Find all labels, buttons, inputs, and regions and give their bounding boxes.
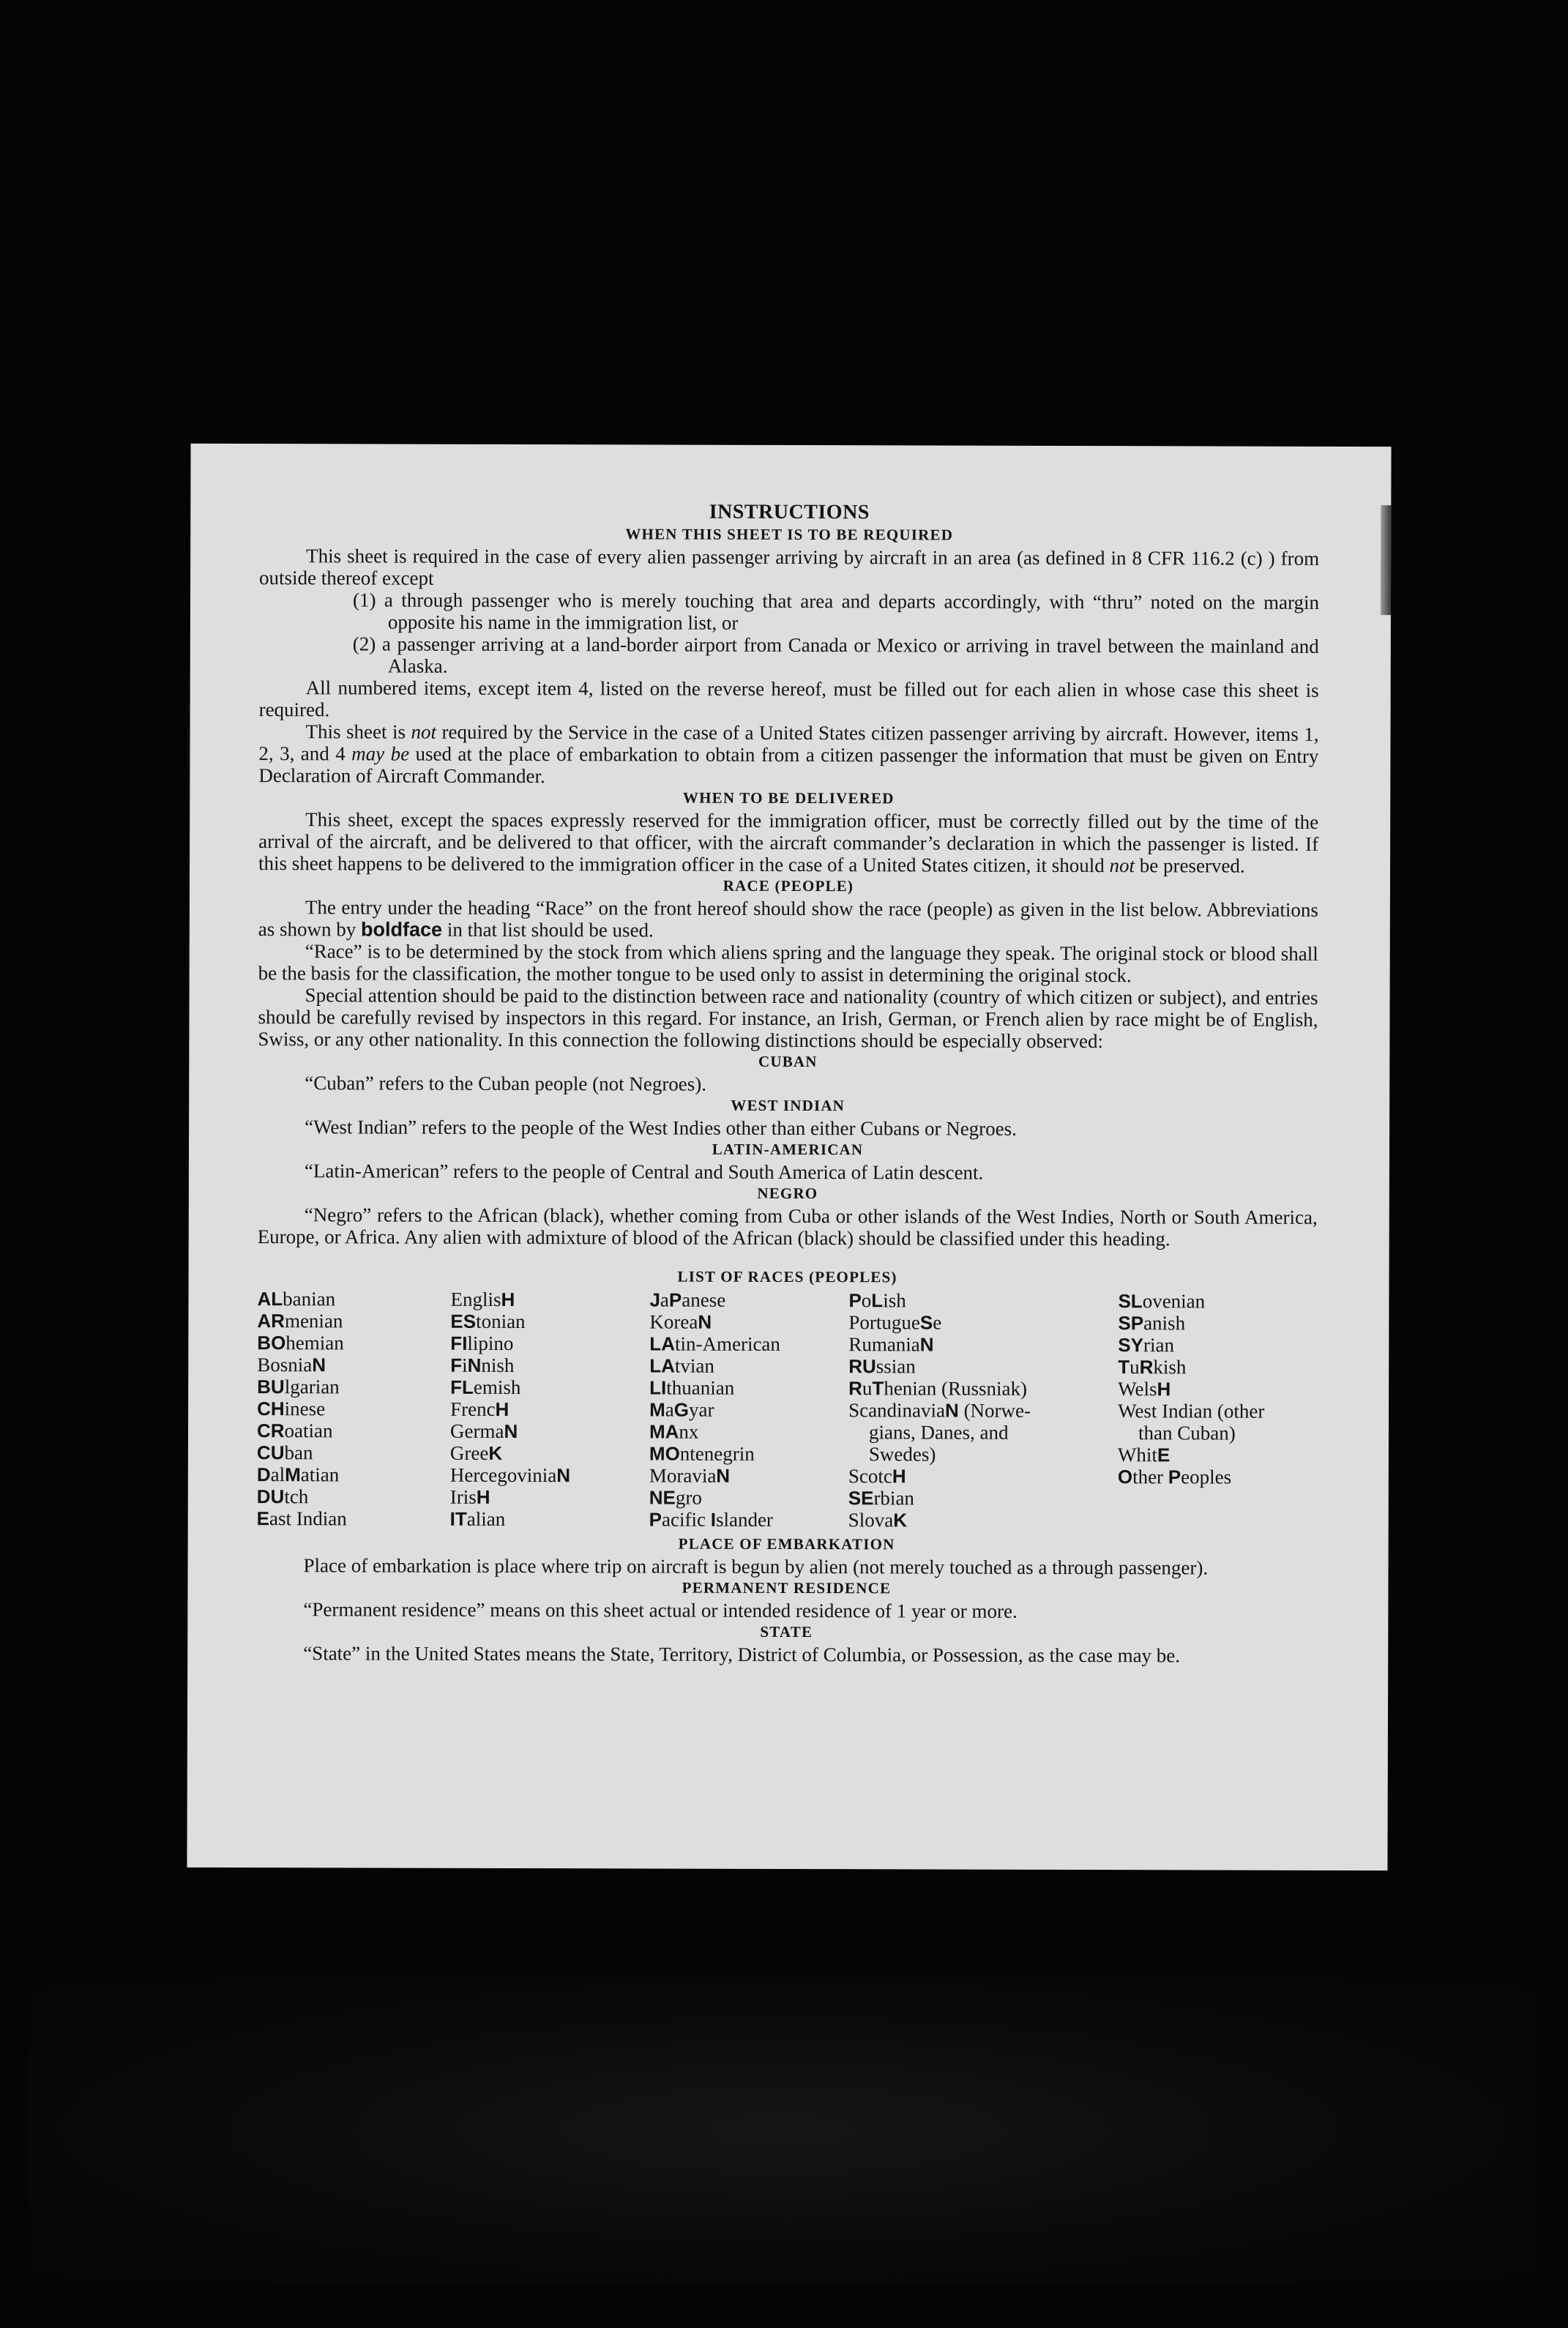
- race-entry: [257, 1354, 450, 1376]
- race-entry: [450, 1288, 649, 1311]
- race-abbreviation: BO: [257, 1332, 286, 1354]
- race-abbreviation: H: [476, 1485, 490, 1508]
- heading-state: STATE: [760, 1622, 813, 1641]
- race-text: menian: [284, 1310, 343, 1332]
- race-abbreviation: ES: [450, 1310, 477, 1332]
- race-abbreviation: AL: [257, 1288, 283, 1310]
- race-entry: [848, 1399, 1118, 1422]
- race-abbreviation: CU: [256, 1441, 285, 1464]
- race-text: Wels: [1118, 1378, 1157, 1400]
- paragraph-race-entry: [258, 896, 1318, 943]
- race-abbreviation: FI: [450, 1332, 468, 1354]
- race-text: tin-American: [674, 1332, 780, 1355]
- race-abbreviation: MA: [649, 1420, 679, 1443]
- race-entry: [848, 1377, 1118, 1400]
- race-text: ast Indian: [269, 1507, 347, 1530]
- heading-when-required: WHEN THIS SHEET IS TO BE REQUIRED: [625, 525, 954, 544]
- paragraph-cuban: “Cuban” refers to the Cuban people (not Negroes).: [305, 1072, 707, 1095]
- race-entry: [649, 1443, 848, 1466]
- race-text: oatian: [284, 1419, 333, 1442]
- race-text: i: [462, 1354, 468, 1376]
- race-text: tch: [284, 1485, 309, 1508]
- race-abbreviation: IT: [449, 1507, 467, 1530]
- race-text: alian: [466, 1507, 506, 1530]
- race-abbreviation: R: [848, 1377, 862, 1400]
- text-segment: be preserved.: [1134, 854, 1245, 877]
- race-text: e: [933, 1311, 942, 1334]
- race-abbreviation: K: [893, 1509, 908, 1532]
- race-abbreviation: SL: [1118, 1290, 1143, 1313]
- race-entry: [257, 1463, 450, 1486]
- race-entry: [257, 1419, 450, 1442]
- race-entry: [1118, 1334, 1317, 1357]
- race-text: Iris: [449, 1485, 477, 1508]
- text-segment: This sheet, except the spaces expressly reserved for the immigration officer, must be correctly filled out by the time of the arrival of the aircraft, and be delivered to that officer, with the aircraft commander’s declaration in which the passenger is listed. If this sheet happens to be delivered to the immigration officer in the case of a United States citizen, it should: [258, 808, 1319, 877]
- race-abbreviation: G: [673, 1398, 690, 1421]
- race-text: Slova: [848, 1509, 894, 1532]
- race-text: rbian: [873, 1487, 914, 1510]
- race-entry: [1118, 1444, 1317, 1466]
- race-text: Hercegovinia: [449, 1463, 557, 1487]
- race-entry: [450, 1354, 649, 1377]
- race-text: kish: [1153, 1356, 1187, 1378]
- race-text: Germa: [449, 1419, 504, 1442]
- race-abbreviation: FL: [450, 1376, 474, 1398]
- race-text: tonian: [476, 1310, 526, 1333]
- race-text: (Norwe-: [958, 1399, 1031, 1422]
- race-text: ban: [284, 1441, 313, 1464]
- race-text: henian (Russniak): [884, 1377, 1028, 1400]
- race-entry: [649, 1311, 848, 1334]
- paragraph-race-nationality: Special attention should be paid to the distinction between race and nationality (country of which citizen or subject), and entries should be carefully revised by inspectors in this regard. For instance, an Irish, German, or French alien by race might be of English, Swiss, or any other nationality. In this connection the following distinctions should be especially observed:: [258, 984, 1318, 1053]
- race-abbreviation: H: [495, 1398, 509, 1420]
- races-column-4: [848, 1289, 1119, 1532]
- race-entry: [257, 1398, 450, 1420]
- heading-when-delivered: WHEN TO BE DELIVERED: [682, 788, 895, 807]
- race-text: ssian: [876, 1355, 916, 1378]
- race-entry: [649, 1355, 848, 1378]
- race-abbreviation: E: [256, 1507, 270, 1530]
- race-entry: [848, 1443, 1118, 1466]
- race-entry: [1118, 1400, 1317, 1422]
- race-entry: [848, 1311, 1118, 1334]
- race-abbreviation: D: [256, 1463, 271, 1486]
- race-text: Swedes): [868, 1443, 936, 1466]
- race-abbreviation: H: [1157, 1378, 1171, 1400]
- race-text: ish: [883, 1289, 906, 1312]
- heading-list-of-races: LIST OF RACES (PEOPLES): [677, 1267, 897, 1286]
- race-entry: [649, 1399, 848, 1422]
- heading-cuban: CUBAN: [758, 1052, 818, 1071]
- race-text: Frenc: [450, 1398, 496, 1420]
- race-abbreviation: R: [1139, 1356, 1154, 1378]
- race-text: hemian: [285, 1332, 344, 1354]
- paragraph-citizen: [258, 720, 1318, 789]
- race-abbreviation: E: [1157, 1444, 1171, 1466]
- paragraph-latin-american: “Latin-American” refers to the people of Central and South America of Latin descent.: [304, 1160, 984, 1184]
- heading-embarkation: PLACE OF EMBARKATION: [678, 1534, 895, 1553]
- race-text: West Indian (other: [1118, 1400, 1265, 1422]
- page-edge-mark: [1381, 505, 1391, 615]
- race-abbreviation: CH: [257, 1398, 285, 1420]
- race-text: slander: [715, 1508, 773, 1531]
- heading-permanent-residence: PERMANENT RESIDENCE: [682, 1578, 892, 1597]
- race-entry: [257, 1310, 450, 1332]
- race-text: yar: [688, 1398, 714, 1421]
- race-abbreviation: N: [945, 1399, 959, 1422]
- race-text: ther: [1132, 1466, 1168, 1488]
- race-abbreviation: N: [698, 1310, 712, 1333]
- races-column-1: [257, 1288, 451, 1530]
- race-abbreviation: H: [892, 1465, 906, 1488]
- races-list: [257, 1288, 1318, 1532]
- race-text: ntenegrin: [679, 1442, 755, 1465]
- race-entry: [848, 1355, 1118, 1378]
- race-abbreviation: P: [848, 1289, 862, 1312]
- race-abbreviation: CR: [256, 1419, 285, 1442]
- race-abbreviation: DU: [256, 1485, 285, 1508]
- race-text: a: [665, 1398, 674, 1421]
- heading-negro: NEGRO: [757, 1184, 818, 1203]
- race-text: eoples: [1181, 1466, 1232, 1488]
- exception-item-2: (2) a passenger arriving at a land-border airport from Canada or Mexico or arriving in travel between the mainland and Alaska.: [352, 633, 1319, 677]
- race-entry: [257, 1441, 450, 1464]
- race-text: Englis: [450, 1288, 501, 1310]
- race-entry: [848, 1333, 1118, 1356]
- paragraph-requirement: This sheet is required in the case of every alien passenger arriving by aircraft in an area (as defined in 8 CFR 116.2 (c) ) from outside thereof except: [259, 545, 1320, 589]
- race-text: Bosnia: [257, 1354, 313, 1376]
- heading-latin-american: LATIN-AMERICAN: [712, 1140, 864, 1159]
- text-segment: in that list should be used.: [442, 918, 654, 941]
- race-entry: [1118, 1312, 1317, 1335]
- race-entry: [848, 1421, 1118, 1444]
- race-abbreviation: N: [556, 1464, 571, 1487]
- race-abbreviation: T: [1118, 1356, 1130, 1378]
- race-abbreviation: N: [467, 1354, 482, 1376]
- race-text: u: [862, 1377, 873, 1400]
- race-entry: [450, 1376, 649, 1399]
- race-abbreviation: H: [501, 1288, 515, 1311]
- race-text: than Cuban): [1138, 1422, 1236, 1444]
- race-text: gians, Danes, and: [868, 1421, 1009, 1444]
- race-entry: [649, 1465, 848, 1488]
- paragraph-state: “State” in the United States means the State, Territory, District of Columbia, or Possession, as the case may be.: [303, 1642, 1181, 1667]
- race-entry: [649, 1333, 848, 1356]
- race-text: anish: [1143, 1312, 1186, 1335]
- race-text: Whit: [1117, 1444, 1157, 1466]
- race-abbreviation: P: [1168, 1466, 1181, 1488]
- race-entry: [848, 1509, 1118, 1532]
- race-abbreviation: O: [1117, 1466, 1133, 1488]
- race-entry: [649, 1377, 848, 1400]
- race-text: Gree: [449, 1441, 489, 1464]
- race-text: al: [270, 1463, 285, 1486]
- races-column-2: [450, 1288, 650, 1531]
- race-abbreviation: T: [872, 1377, 884, 1400]
- race-entry: [450, 1442, 649, 1465]
- race-abbreviation: LI: [649, 1376, 667, 1399]
- race-text: acific: [662, 1508, 711, 1531]
- race-entry: [450, 1420, 649, 1443]
- races-column-5: [1118, 1290, 1318, 1532]
- race-text: lgarian: [284, 1376, 340, 1398]
- race-entry: [450, 1398, 649, 1421]
- instruction-sheet: [187, 444, 1391, 1870]
- race-entry: [848, 1289, 1118, 1312]
- race-abbreviation: RU: [848, 1355, 876, 1378]
- race-abbreviation: SE: [848, 1487, 874, 1510]
- race-text: anese: [682, 1288, 726, 1311]
- exception-item-1: (1) a through passenger who is merely touching that area and departs accordingly, with “thru” noted on the margin opposite his name in the immigration list, or: [352, 589, 1320, 634]
- paragraph-west-indian: “West Indian” refers to the people of the West Indies other than either Cubans or Negroes.: [305, 1116, 1017, 1140]
- race-abbreviation: K: [488, 1441, 503, 1464]
- bold-boldface: boldface: [361, 918, 443, 941]
- race-abbreviation: AR: [257, 1310, 285, 1332]
- paragraph-embarkation: Place of embarkation is place where trip on aircraft is begun by alien (not merely touched as a through passenger).: [303, 1554, 1209, 1579]
- race-abbreviation: LA: [649, 1354, 675, 1377]
- races-column-3: [649, 1289, 849, 1532]
- race-text: inese: [284, 1398, 326, 1420]
- race-entry: [649, 1421, 848, 1444]
- race-abbreviation: N: [504, 1419, 518, 1443]
- race-abbreviation: M: [649, 1398, 665, 1421]
- text-segment: used at the place of embarkation to obtain from a citizen passenger the information that must be given on Entry Declaration of Aircraft Commander.: [258, 742, 1319, 788]
- race-entry: [1118, 1290, 1317, 1313]
- race-entry: [257, 1485, 450, 1508]
- italic-not: not: [411, 720, 437, 743]
- paragraph-race-stock: “Race” is to be determined by the stock from which aliens spring and the language they speak. The original stock or blood shall be the basis for the classification, the mother tongue to be used only to assist in determining the original stock.: [258, 940, 1318, 987]
- race-text: nish: [481, 1354, 515, 1377]
- race-text: Portugue: [848, 1311, 920, 1334]
- paragraph-negro: “Negro” refers to the African (black), whether coming from Cuba or other islands of the West Indies, North or South America, Europe, or Africa. Any alien with admixture of blood of the African (black) should be classified under this heading.: [257, 1204, 1318, 1250]
- race-text: rian: [1143, 1334, 1175, 1357]
- race-entry: [1118, 1378, 1317, 1400]
- race-abbreviation: S: [919, 1311, 933, 1334]
- race-entry: [1118, 1466, 1317, 1488]
- race-text: emish: [473, 1376, 521, 1399]
- race-entry: [450, 1310, 649, 1333]
- race-entry: [649, 1289, 848, 1312]
- race-entry: [257, 1376, 450, 1398]
- race-abbreviation: SP: [1118, 1312, 1144, 1335]
- race-text: gro: [675, 1486, 702, 1509]
- paragraph-delivery: [258, 808, 1318, 877]
- race-entry: [848, 1487, 1118, 1510]
- race-text: banian: [283, 1288, 336, 1310]
- race-entry: [649, 1509, 848, 1532]
- paragraph-permanent-residence: “Permanent residence” means on this sheet actual or intended residence of 1 year or more.: [303, 1598, 1018, 1622]
- race-entry: [450, 1508, 649, 1531]
- race-entry: [257, 1288, 450, 1310]
- race-text: Rumania: [848, 1333, 920, 1356]
- race-text: Scandinavia: [848, 1399, 946, 1422]
- heading-west-indian: WEST INDIAN: [731, 1096, 845, 1115]
- race-abbreviation: L: [871, 1289, 884, 1312]
- race-text: Scotc: [848, 1465, 892, 1488]
- race-abbreviation: N: [312, 1354, 326, 1376]
- race-text: Korea: [649, 1310, 698, 1333]
- race-entry: [450, 1464, 649, 1487]
- race-abbreviation: N: [919, 1333, 934, 1356]
- race-entry: [450, 1332, 649, 1355]
- document-title: INSTRUCTIONS: [709, 500, 870, 524]
- race-abbreviation: P: [668, 1288, 682, 1311]
- text-segment: The entry under the heading “Race” on the front hereof should show the race (people) as given in the list below. Abbreviations as shown by: [258, 896, 1318, 941]
- race-abbreviation: LA: [649, 1332, 676, 1355]
- race-abbreviation: P: [649, 1508, 662, 1531]
- race-abbreviation: J: [649, 1288, 660, 1311]
- italic-may-be: may be: [351, 742, 410, 765]
- race-text: a: [660, 1288, 669, 1311]
- race-text: o: [861, 1289, 872, 1312]
- race-entry: [848, 1465, 1118, 1488]
- race-abbreviation: I: [710, 1508, 717, 1531]
- race-abbreviation: M: [285, 1463, 301, 1486]
- race-text: nx: [679, 1420, 699, 1443]
- race-text: thuanian: [666, 1376, 735, 1399]
- race-text: lipino: [467, 1332, 514, 1355]
- race-text: ovenian: [1142, 1290, 1206, 1313]
- race-entry: [1118, 1356, 1317, 1378]
- race-entry: [649, 1487, 848, 1510]
- race-entry: [1118, 1422, 1317, 1444]
- race-text: u: [1130, 1356, 1140, 1378]
- text-segment: required by the Service in the case of a United States citizen passenger arriving by aircraft. However, items 1, 2, 3, and 4: [258, 720, 1319, 765]
- race-entry: [257, 1507, 450, 1530]
- race-abbreviation: BU: [257, 1376, 285, 1398]
- race-entry: [450, 1486, 649, 1509]
- race-abbreviation: N: [716, 1464, 731, 1487]
- scan-background: [29, 1977, 1537, 2284]
- paragraph-numbered-items: All numbered items, except item 4, listed on the reverse hereof, must be filled out for each alien in whose case this sheet is required.: [258, 676, 1319, 721]
- heading-race: RACE (PEOPLE): [723, 876, 854, 895]
- race-text: tvian: [674, 1354, 714, 1377]
- race-text: atian: [300, 1463, 340, 1486]
- race-text: Moravia: [649, 1464, 717, 1487]
- italic-not: not: [1109, 854, 1135, 877]
- race-abbreviation: MO: [649, 1442, 680, 1465]
- race-abbreviation: F: [450, 1354, 463, 1376]
- text-segment: This sheet is: [305, 720, 411, 743]
- race-entry: [257, 1332, 450, 1354]
- race-abbreviation: NE: [649, 1486, 676, 1509]
- race-abbreviation: SY: [1118, 1334, 1144, 1357]
